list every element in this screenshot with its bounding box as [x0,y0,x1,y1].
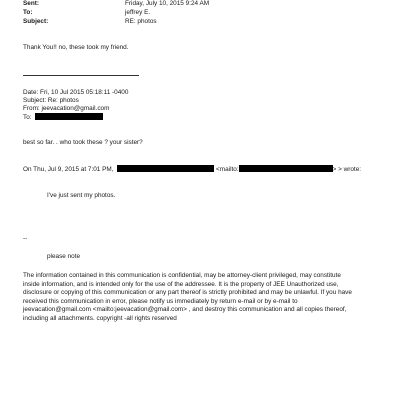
reply-text: Thank You!! no, these took my friend. [23,44,129,51]
redaction-block [239,165,333,172]
disclaimer-line: disclosure or copying of this communication or any part thereof is strictly prohibited and may be unlawful. If you have [23,289,352,296]
subject-value: RE: photos [125,18,157,25]
dashes: -- [23,235,28,242]
wrote-suffix: > > wrote: [332,166,362,173]
subject-row [23,18,157,26]
disclaimer-line: received this communication in error, please notify us immediately by return e-mail or by e-mail to [23,297,298,305]
original-message: I've just sent my photos. [47,192,116,199]
separator-rule [23,75,139,76]
redaction-block [35,113,103,120]
quoted-subject: Subject: Re: photos [23,97,79,104]
sent-label: Sent: [23,0,39,7]
redaction-block [117,165,214,172]
disclaimer [23,272,375,323]
disclaimer-line: inside information, and is intended only for the use of the addressee. It is the property of JEE Unauthorized use, [23,280,339,288]
disclaimer-line: The information contained in this communication is confidential, may be attorney-client privileged, may constitute [23,272,341,279]
to-value: jeffrey E. [125,9,151,16]
to-label: To: [23,9,33,16]
please-note: please note [47,253,81,260]
quoted-to-label: To: [23,114,32,121]
to-row [23,9,150,17]
quoted-to-row [23,113,103,122]
quoted-question: best so far. . who took these ? your sister? [23,139,143,146]
disclaimer-line: jeevacation@gmail.com <mailto:jeevacation@gmail.com> , and destroy this communication and all copies thereof, [23,306,347,313]
mailto-text: <mailto: [216,166,239,173]
wrote-line [23,165,361,174]
wrote-prefix: On Thu, Jul 9, 2015 at 7:01 PM, [23,166,114,173]
sent-row [23,0,209,8]
quoted-date: Date: Fri, 10 Jul 2015 05:18:11 -0400 [23,89,129,96]
subject-label: Subject: [23,18,49,25]
quoted-from: From: jeevacation@gmail.com [23,105,110,112]
disclaimer-line: including all attachments. copyright -all rights reserved [23,314,177,322]
sent-value: Friday, July 10, 2015 9:24 AM [125,0,210,7]
